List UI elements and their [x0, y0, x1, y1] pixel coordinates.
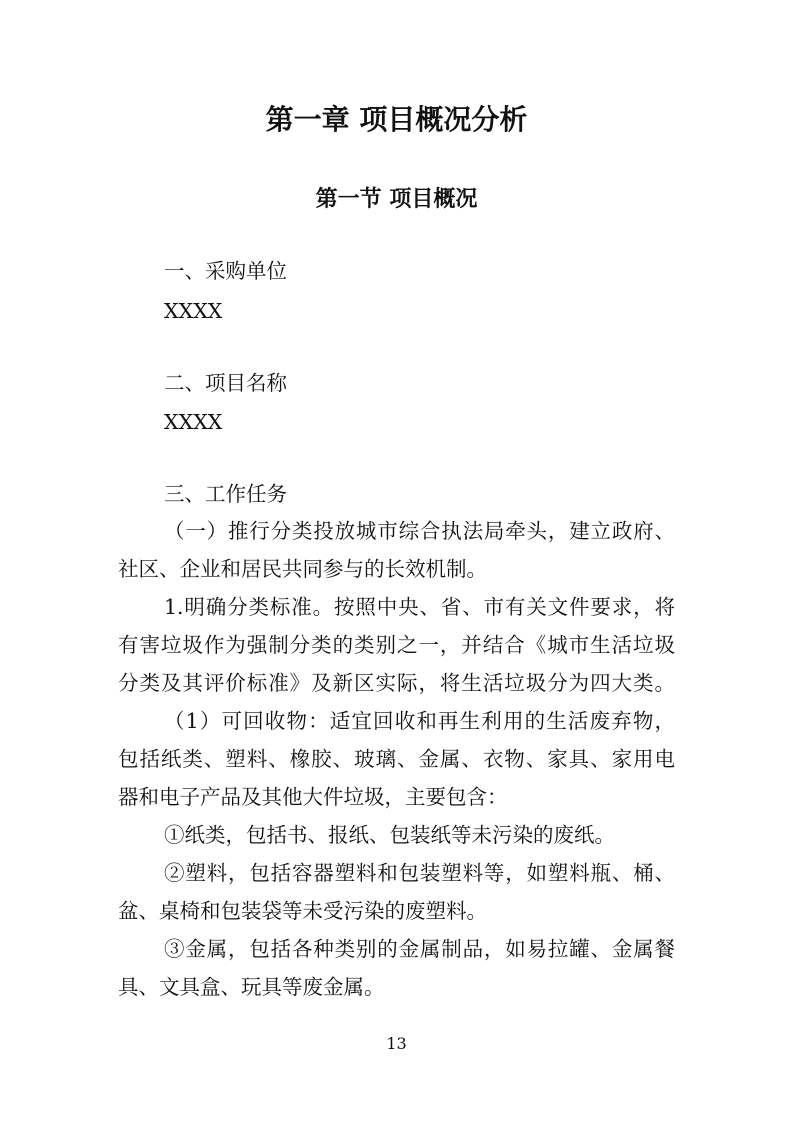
- body-line: 盆、桌椅和包装袋等未受污染的废塑料。: [118, 899, 487, 923]
- page-number: 13: [386, 1034, 407, 1053]
- body-line: （1）可回收物：适宜回收和再生利用的生活废弃物，: [164, 709, 675, 733]
- body-line: 器和电子产品及其他大件垃圾，主要包含：: [118, 785, 508, 809]
- purchaser-value: XXXX: [164, 299, 223, 323]
- body-line: ③金属，包括各种类别的金属制品，如易拉罐、金属餐: [164, 937, 675, 961]
- body-line: ②塑料，包括容器塑料和包装塑料等，如塑料瓶、桶、: [164, 861, 675, 885]
- section-title: 第一节 项目概况: [315, 187, 478, 212]
- chapter-title: 第一章 项目概况分析: [265, 103, 528, 136]
- body-line: 社区、企业和居民共同参与的长效机制。: [118, 557, 487, 581]
- heading-purchaser: 一、采购单位: [164, 259, 287, 283]
- body-line: 包括纸类、塑料、橡胶、玻璃、金属、衣物、家具、家用电: [118, 747, 675, 771]
- body-line: 分类及其评价标准》及新区实际，将生活垃圾分为四大类。: [118, 671, 675, 695]
- heading-project-name: 二、项目名称: [164, 371, 287, 395]
- project-name-value: XXXX: [164, 410, 223, 434]
- body-line: 有害垃圾作为强制分类的类别之一，并结合《城市生活垃圾: [118, 633, 675, 657]
- heading-work-tasks: 三、工作任务: [164, 482, 287, 506]
- body-line: 1.明确分类标准。按照中央、省、市有关文件要求，将: [164, 595, 675, 619]
- body-line: （一）推行分类投放城市综合执法局牵头，建立政府、: [164, 519, 675, 543]
- body-line: ①纸类，包括书、报纸、包装纸等未污染的废纸。: [164, 823, 615, 847]
- body-line: 具、文具盒、玩具等废金属。: [118, 975, 385, 999]
